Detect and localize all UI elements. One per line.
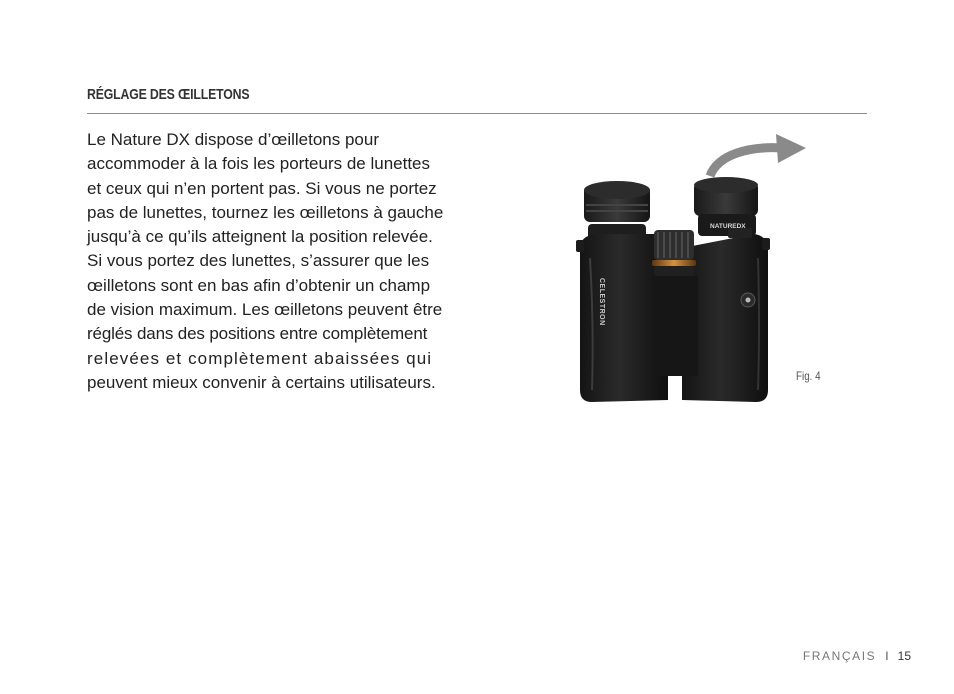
body-line: de vision maximum. Les œilletons peuvent être <box>87 300 443 320</box>
body-line: accommoder à la fois les porteurs de lunettes <box>87 154 431 174</box>
section-divider <box>87 113 867 114</box>
logo-badge-dot <box>746 298 751 303</box>
body-line: relevées et complètement abaissées qui <box>87 348 433 368</box>
body-line: et ceux qui n’en portent pas. Si vous ne portez <box>87 178 437 198</box>
body-line: Le Nature DX dispose d’œilletons pour <box>87 130 379 149</box>
model-label: NATUREDX <box>710 223 746 230</box>
binoculars-figure <box>570 128 820 408</box>
body-line: pas de lunettes, tournez les œilletons à gauche <box>87 202 444 222</box>
section-title: RÉGLAGE DES ŒILLETONS <box>87 86 250 103</box>
body-line: œilletons sont en bas afin d’obtenir un champ <box>87 275 431 295</box>
body-line: réglés dans des positions entre complètement <box>87 324 428 344</box>
body-paragraph <box>87 128 467 395</box>
body-highlight <box>758 258 759 390</box>
footer-separator: I <box>885 649 889 663</box>
footer-language: FRANÇAIS <box>802 649 877 663</box>
focus-wheel <box>652 230 696 276</box>
rotation-arrow-icon <box>710 134 806 176</box>
strap-lug-right <box>762 238 770 250</box>
body-line: peuvent mieux convenir à certains utilisateurs. <box>87 372 436 392</box>
binoculars-image <box>570 128 820 408</box>
page-number: 15 <box>897 649 911 663</box>
figure-caption: Fig. 4 <box>796 369 821 383</box>
body-line: jusqu’à ce qu’ils atteignent la position relevée. <box>87 227 433 247</box>
strap-lug-left <box>576 240 584 252</box>
brand-label: CELESTRON <box>598 278 605 326</box>
page-footer <box>803 649 911 663</box>
body-line: Si vous portez des lunettes, s’assurer que les <box>87 251 430 271</box>
